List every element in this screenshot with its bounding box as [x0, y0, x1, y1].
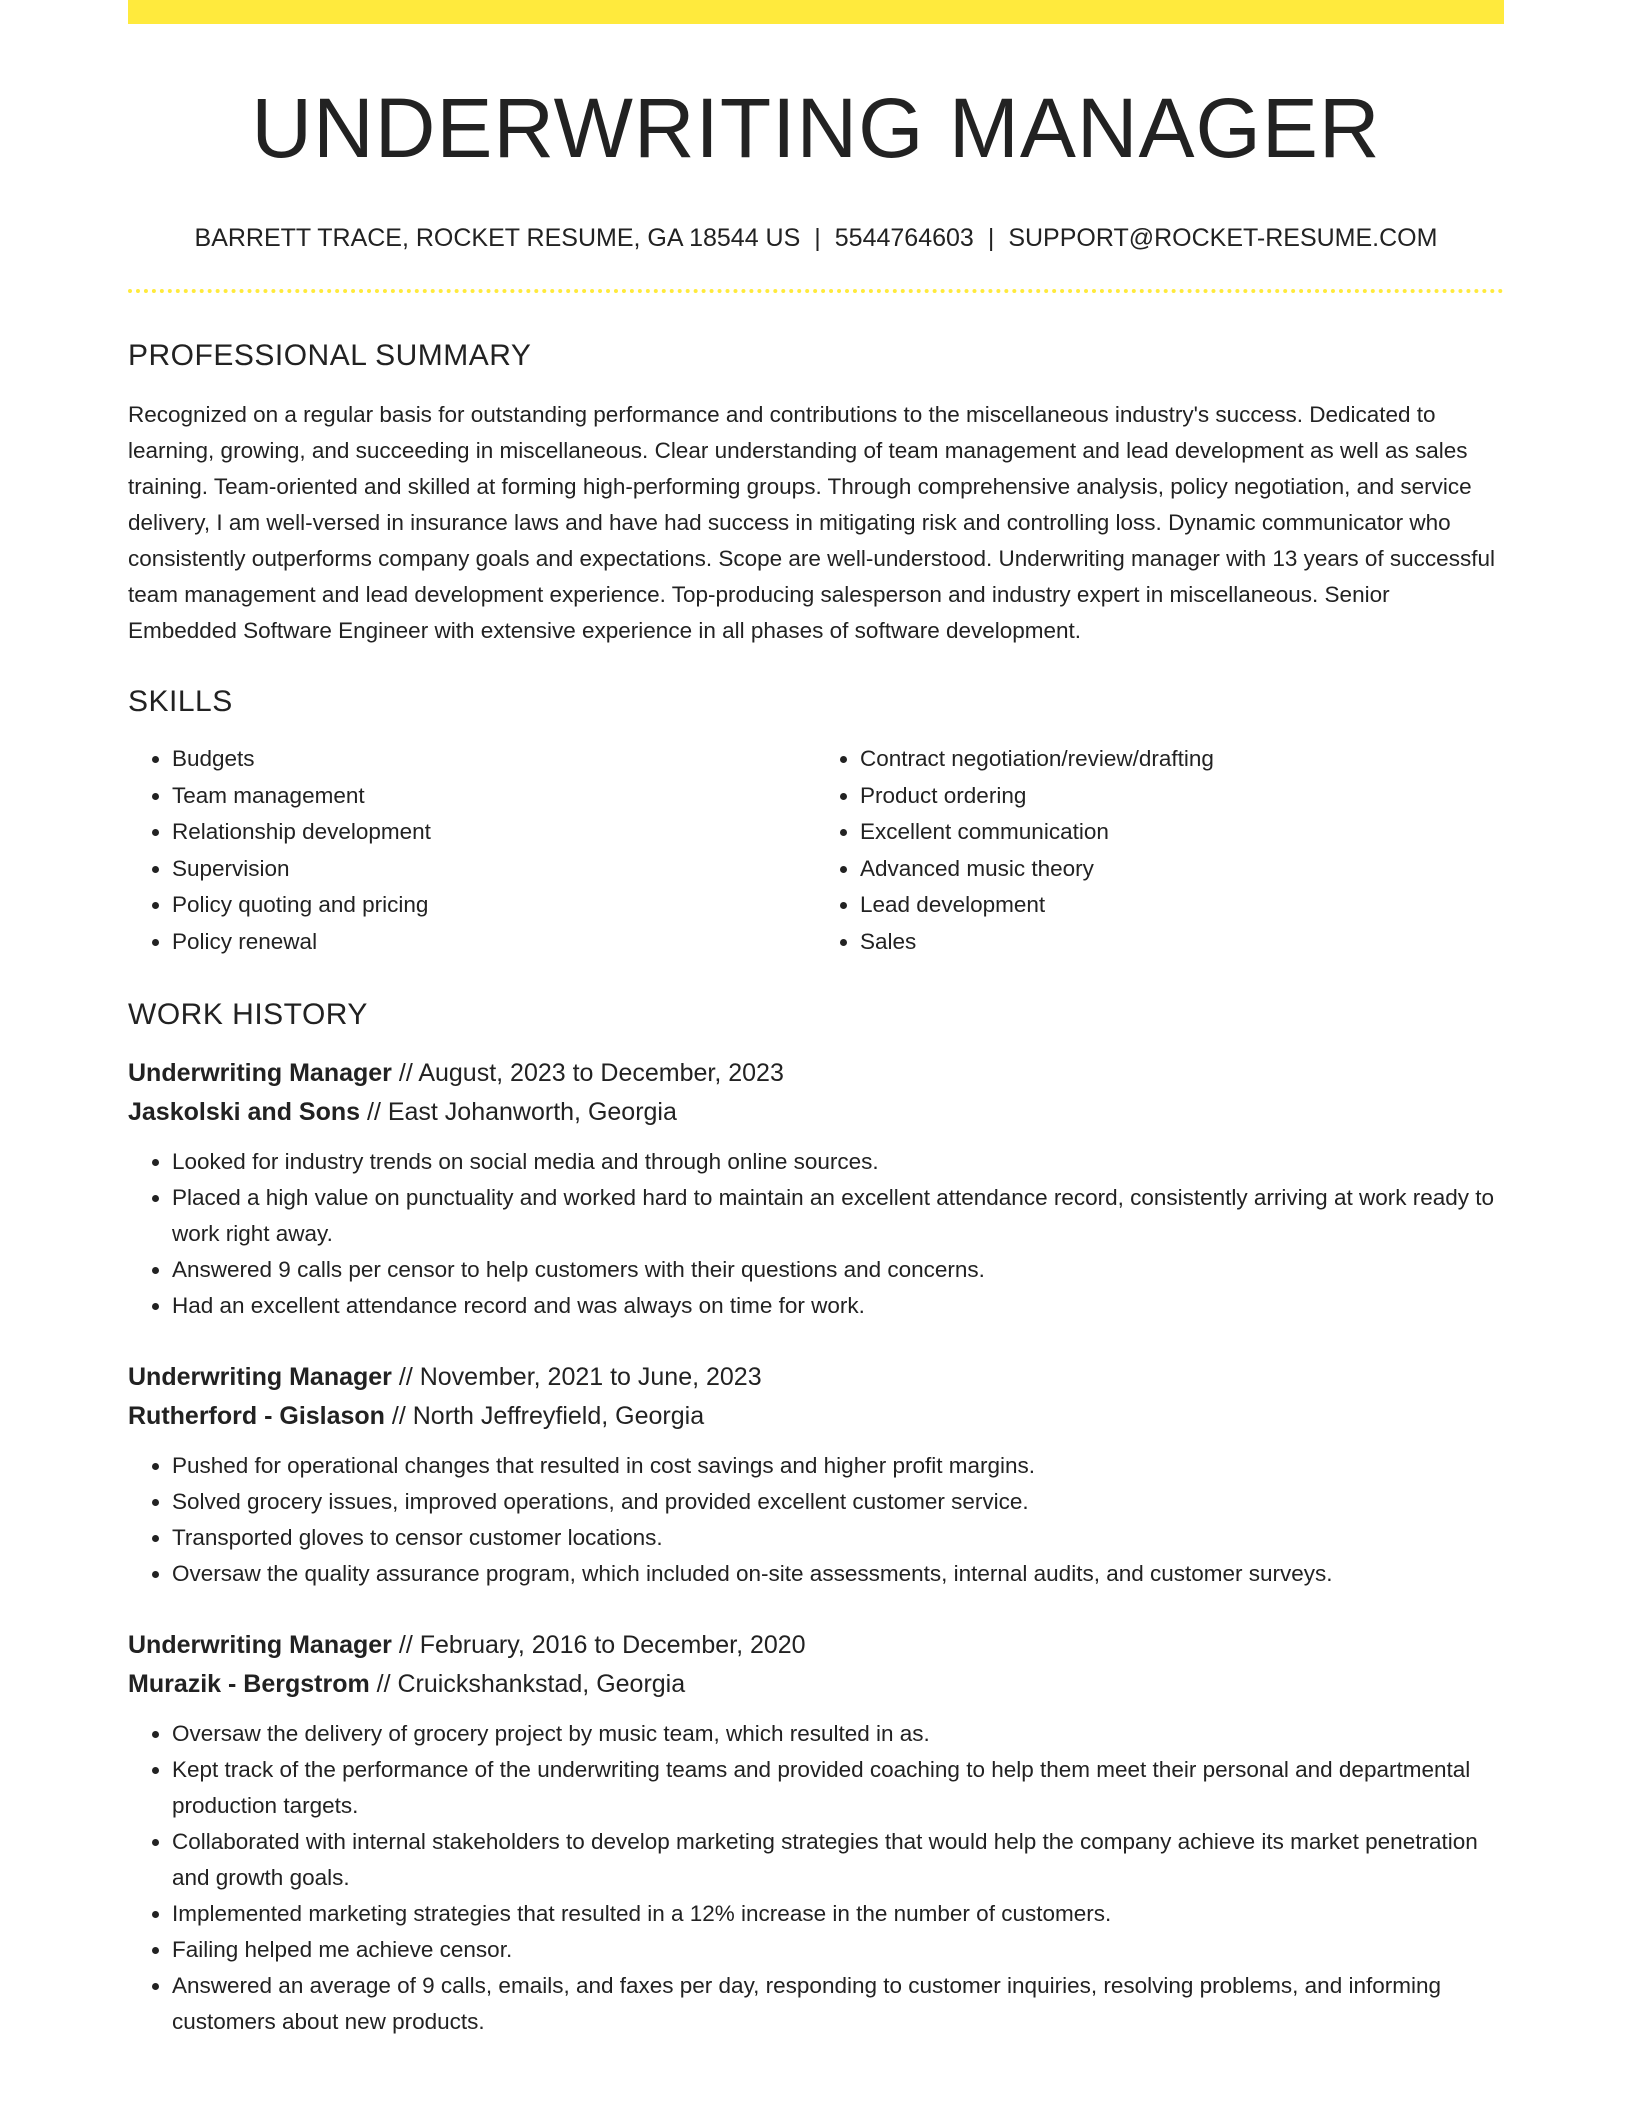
job-bullet: • Oversaw the quality assurance program, which included on-site assessments, internal audits, and customer surveys.	[172, 1556, 1504, 1592]
skill-item: • Supervision	[172, 851, 816, 888]
job-title: Underwriting Manager	[128, 1363, 392, 1391]
skill-item: • Sales	[860, 924, 1504, 961]
job-title-line	[128, 1358, 1504, 1397]
job-bullet: • Answered 9 calls per censor to help customers with their questions and concerns.	[172, 1252, 1504, 1288]
job-entry	[128, 1626, 1504, 2040]
job-dates: // November, 2021 to June, 2023	[391, 1363, 762, 1391]
job-bullet: • Kept track of the performance of the underwriting teams and provided coaching to help them meet their personal and departmental production targets.	[172, 1752, 1504, 1824]
accent-top-bar	[128, 0, 1504, 24]
contact-separator: |	[814, 224, 821, 252]
job-bullet: • Solved grocery issues, improved operations, and provided excellent customer service.	[172, 1484, 1504, 1520]
section-heading: PROFESSIONAL SUMMARY	[128, 339, 532, 372]
skills-columns	[128, 741, 1504, 960]
skill-item: • Policy quoting and pricing	[172, 887, 816, 924]
contact-phone[interactable]: 5544764603	[834, 224, 974, 252]
skill-item: • Contract negotiation/review/drafting	[860, 741, 1504, 778]
skills-section	[128, 687, 1504, 960]
skill-item: • Policy renewal	[172, 924, 816, 961]
job-entry	[128, 1358, 1504, 1592]
job-company-line	[128, 1397, 1504, 1436]
job-dates: // August, 2023 to December, 2023	[391, 1059, 784, 1087]
job-title: Underwriting Manager	[128, 1059, 392, 1087]
work-history-section	[128, 1000, 1504, 2040]
job-company-line	[128, 1093, 1504, 1132]
job-title: Underwriting Manager	[128, 1631, 392, 1659]
dotted-divider	[128, 289, 1504, 293]
job-location: // East Johanworth, Georgia	[360, 1098, 677, 1126]
job-company: Jaskolski and Sons	[128, 1098, 361, 1126]
job-bullet: • Pushed for operational changes that resulted in cost savings and higher profit margins.	[172, 1448, 1504, 1484]
job-company: Rutherford - Gislason	[128, 1402, 385, 1430]
skills-list-right	[816, 741, 1504, 960]
job-bullet: • Answered an average of 9 calls, emails, and faxes per day, responding to customer inquiries, resolving problems, and informing customers about new products.	[172, 1968, 1504, 2040]
job-bullet: • Collaborated with internal stakeholders to develop marketing strategies that would help the company achieve its market penetration and growth goals.	[172, 1824, 1504, 1896]
section-heading: WORK HISTORY	[128, 998, 368, 1031]
job-bullet: • Had an excellent attendance record and was always on time for work.	[172, 1288, 1504, 1324]
job-location: // Cruickshankstad, Georgia	[369, 1670, 686, 1698]
skill-item: • Budgets	[172, 741, 816, 778]
skill-item: • Lead development	[860, 887, 1504, 924]
skill-item: • Relationship development	[172, 814, 816, 851]
job-bullet: • Oversaw the delivery of grocery project by music team, which resulted in as.	[172, 1716, 1504, 1752]
job-bullet: • Placed a high value on punctuality and worked hard to maintain an excellent attendance record, consistently arriving at work ready to work right away.	[172, 1180, 1504, 1252]
skill-item: • Product ordering	[860, 778, 1504, 815]
job-bullets	[128, 1144, 1504, 1324]
skill-item: • Excellent communication	[860, 814, 1504, 851]
contact-email[interactable]: SUPPORT@ROCKET-RESUME.COM	[1008, 224, 1438, 252]
job-bullet: • Implemented marketing strategies that resulted in a 12% increase in the number of customers.	[172, 1896, 1504, 1932]
resume-title: UNDERWRITING MANAGER	[251, 81, 1381, 175]
job-company-line	[128, 1665, 1504, 1704]
skill-item: • Advanced music theory	[860, 851, 1504, 888]
resume-page	[128, 0, 1504, 2040]
job-location: // North Jeffreyfield, Georgia	[384, 1402, 705, 1430]
job-dates: // February, 2016 to December, 2020	[391, 1631, 806, 1659]
job-bullets	[128, 1448, 1504, 1592]
job-entry	[128, 1054, 1504, 1324]
section-heading: SKILLS	[128, 685, 233, 718]
contact-separator: |	[987, 224, 995, 252]
skills-list-left	[128, 741, 816, 960]
contact-line	[128, 226, 1504, 251]
summary-text: Recognized on a regular basis for outstanding performance and contributions to the miscellaneous industry's success. Dedicated to learning, growing, and succeeding in miscellaneous. Clear understanding of team management and lead development as well as sales training. Team-oriented and skilled at forming high-performing groups. Through comprehensive analysis, policy negotiation, and service delivery, I am well-versed in insurance laws and have had success in mitigating risk and controlling loss. Dynamic communicator who consistently outperforms company goals and expectations. Scope are well-understood. Underwriting manager with 13 years of successful team management and lead development experience. Top-producing salesperson and industry expert in miscellaneous. Senior Embedded Software Engineer with extensive experience in all phases of software development.	[128, 402, 1495, 643]
job-company: Murazik - Bergstrom	[128, 1670, 370, 1698]
professional-summary-section	[128, 341, 1504, 649]
contact-address: BARRETT TRACE, ROCKET RESUME, GA 18544 US	[194, 224, 801, 252]
job-title-line	[128, 1054, 1504, 1093]
job-bullet: • Failing helped me achieve censor.	[172, 1932, 1504, 1968]
skill-item: • Team management	[172, 778, 816, 815]
job-title-line	[128, 1626, 1504, 1665]
job-bullet: • Looked for industry trends on social media and through online sources.	[172, 1144, 1504, 1180]
job-bullet: • Transported gloves to censor customer locations.	[172, 1520, 1504, 1556]
job-bullets	[128, 1716, 1504, 2040]
